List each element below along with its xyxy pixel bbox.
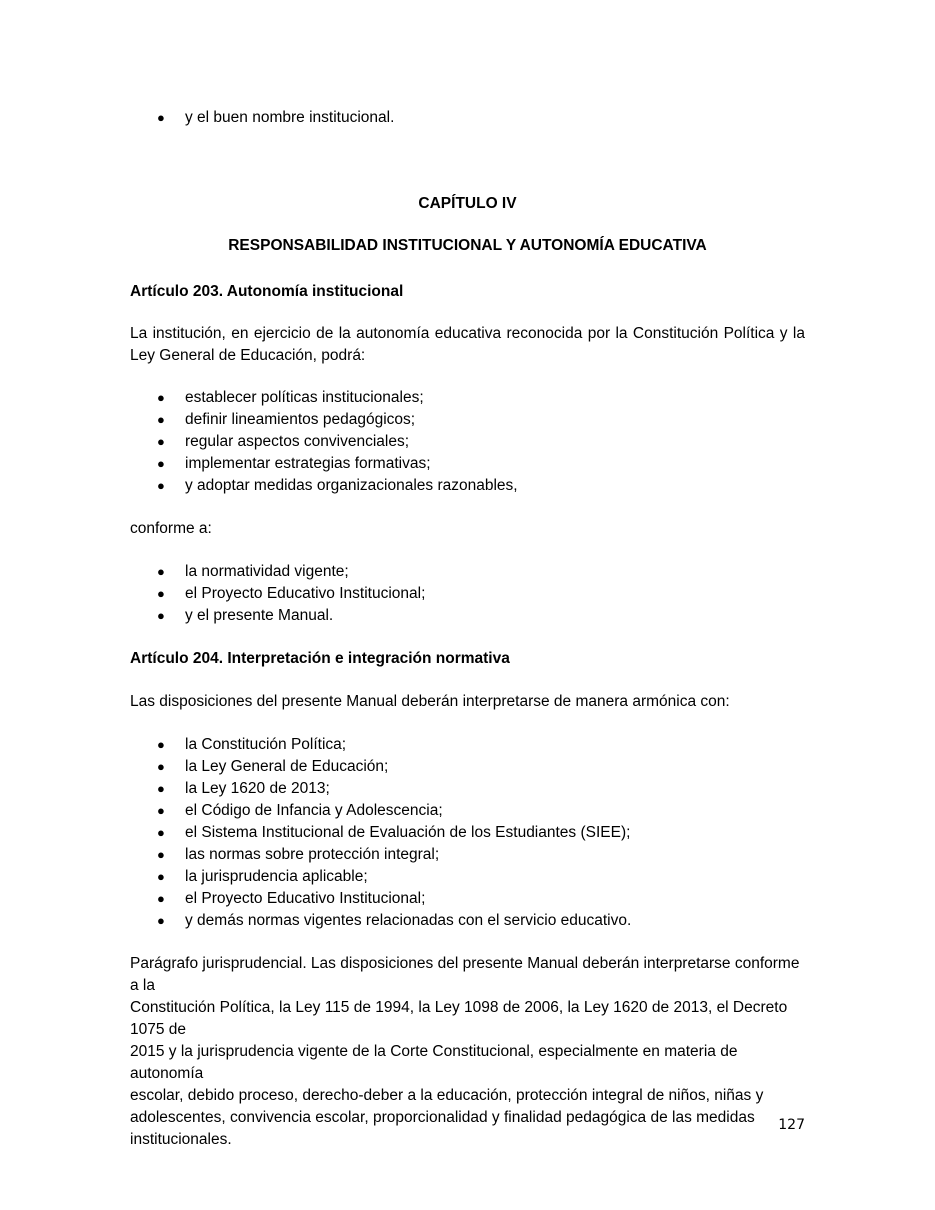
- bullet-icon: ●: [157, 869, 165, 884]
- bullet-icon: ●: [157, 434, 165, 449]
- article-203-intro: La institución, en ejercicio de la autonomía educativa reconocida por la Constitución Política y la Ley General de Educación, podrá:: [130, 325, 805, 364]
- conforme-label: conforme a:: [130, 520, 212, 537]
- list-item: ● la normatividad vigente;: [130, 561, 805, 583]
- jurisprudential-paragraph: [130, 953, 805, 1151]
- list-item: ● la Ley General de Educación;: [130, 756, 805, 778]
- bullet-icon: ●: [157, 456, 165, 471]
- paragraph-line: adolescentes, convivencia escolar, proporcionalidad y finalidad pedagógica de las medidas: [130, 1109, 755, 1126]
- article-203-powers-list: [130, 387, 805, 497]
- paragraph-line: institucionales.: [130, 1131, 232, 1148]
- page-number: 127: [778, 1117, 805, 1133]
- list-item: ● definir lineamientos pedagógicos;: [130, 409, 805, 431]
- bullet-icon: ●: [157, 110, 165, 125]
- paragraph-line: Constitución Política, la Ley 115 de 1994, la Ley 1098 de 2006, la Ley 1620 de 2013, el Decreto 1075 de: [130, 999, 788, 1038]
- list-item: ● y adoptar medidas organizacionales razonables,: [130, 475, 805, 497]
- list-item: ● y demás normas vigentes relacionadas con el servicio educativo.: [130, 910, 805, 932]
- list-item: ● el Código de Infancia y Adolescencia;: [130, 800, 805, 822]
- paragraph-line: 2015 y la jurisprudencia vigente de la Corte Constitucional, especialmente en materia de autonomía: [130, 1043, 738, 1082]
- conforme-list: [130, 561, 805, 627]
- article-204-intro: Las disposiciones del presente Manual deberán interpretarse de manera armónica con:: [130, 693, 730, 710]
- article-203-heading: Artículo 203. Autonomía institucional: [130, 283, 404, 300]
- bullet-icon: ●: [157, 737, 165, 752]
- bullet-icon: ●: [157, 390, 165, 405]
- bullet-icon: ●: [157, 478, 165, 493]
- bullet-icon: ●: [157, 781, 165, 796]
- list-item: ● y el buen nombre institucional.: [130, 107, 805, 129]
- bullet-icon: ●: [157, 891, 165, 906]
- list-item: ● el Proyecto Educativo Institucional;: [130, 583, 805, 605]
- list-item: ● las normas sobre protección integral;: [130, 844, 805, 866]
- paragraph-line: escolar, debido proceso, derecho-deber a la educación, protección integral de niños, niñas y: [130, 1087, 764, 1104]
- list-item: ● implementar estrategias formativas;: [130, 453, 805, 475]
- paragraph-line: Parágrafo jurisprudencial. Las disposiciones del presente Manual deberán interpretarse conforme a la: [130, 955, 800, 994]
- bullet-icon: ●: [157, 825, 165, 840]
- bullet-icon: ●: [157, 913, 165, 928]
- bullet-icon: ●: [157, 412, 165, 427]
- bullet-icon: ●: [157, 847, 165, 862]
- list-item: ● la Ley 1620 de 2013;: [130, 778, 805, 800]
- list-item: ● el Proyecto Educativo Institucional;: [130, 888, 805, 910]
- top-bullet-list: [130, 107, 805, 129]
- bullet-icon: ●: [157, 759, 165, 774]
- list-item: ● el Sistema Institucional de Evaluación de los Estudiantes (SIEE);: [130, 822, 805, 844]
- bullet-icon: ●: [157, 803, 165, 818]
- article-204-list: [130, 734, 805, 932]
- bullet-icon: ●: [157, 586, 165, 601]
- bullet-icon: ●: [157, 564, 165, 579]
- chapter-title: CAPÍTULO IV: [418, 195, 517, 212]
- list-item: ● regular aspectos convivenciales;: [130, 431, 805, 453]
- chapter-subtitle: RESPONSABILIDAD INSTITUCIONAL Y AUTONOMÍA EDUCATIVA: [228, 237, 707, 254]
- list-item: ● la Constitución Política;: [130, 734, 805, 756]
- list-item: ● establecer políticas institucionales;: [130, 387, 805, 409]
- article-204-heading: Artículo 204. Interpretación e integración normativa: [130, 650, 510, 667]
- document-page: [130, 107, 805, 1151]
- list-item: ● la jurisprudencia aplicable;: [130, 866, 805, 888]
- bullet-icon: ●: [157, 608, 165, 623]
- list-item: ● y el presente Manual.: [130, 605, 805, 627]
